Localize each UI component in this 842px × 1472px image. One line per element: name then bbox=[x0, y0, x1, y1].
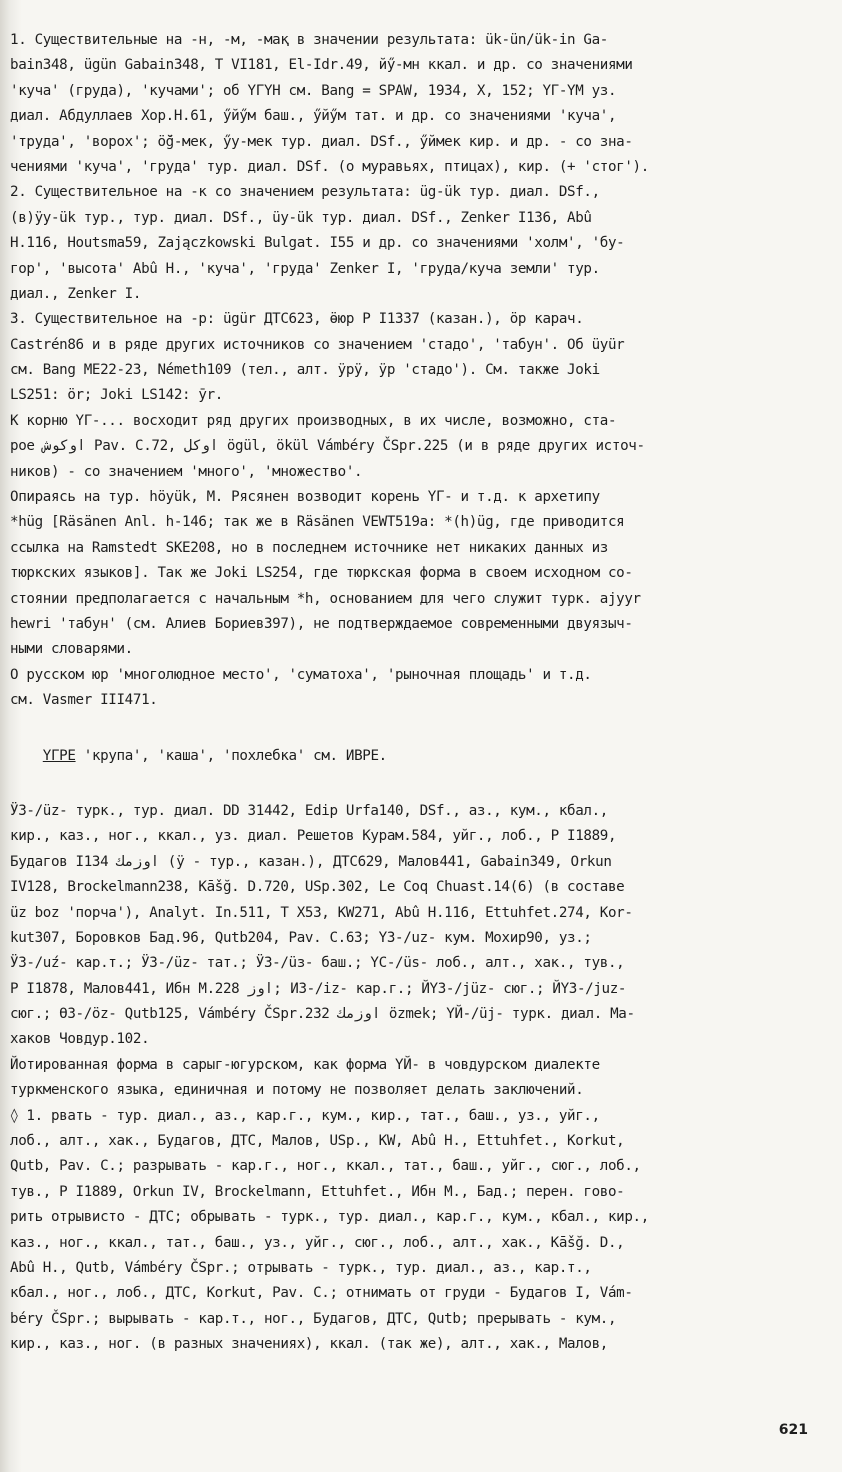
text-line: К корню ҮГ-... восходит ряд других производных, в их числе, возможно, ста- bbox=[10, 412, 617, 429]
text-line: 1. Существительные на -н, -м, -мақ в значении результата: ük-ün/ük-in Ga- bbox=[10, 32, 608, 48]
entry-uz bbox=[10, 799, 828, 1358]
text-line: (в)ӱу-ük тур., тур. диал. DSf., üy-ük тур. диал. DSf., Zenker I136, Abû bbox=[10, 209, 592, 226]
text-line: Будагов I134 اوزمك (ӱ - тур., казан.), ДТС629, Малов441, Gabain349, Orkun bbox=[10, 853, 612, 870]
text-line: кир., каз., ног. (в разных значениях), ккал. (так же), алт., хак., Малов, bbox=[10, 1336, 608, 1353]
section-1 bbox=[10, 28, 828, 180]
text-line: О русском юр 'многолюдное место', 'суматоха', 'рыночная площадь' и т.д. bbox=[10, 666, 592, 683]
text-line: Р I1878, Малов441, Ибн М.228 اوز; ИЗ-/iz- кар.г.; ЙҮЗ-/jüz- сюг.; ЙҮЗ-/juz- bbox=[10, 980, 627, 997]
text-line: 'куча' (груда), 'кучами'; об ҮГҮН см. Bang = SPAW, 1934, X, 152; ҮГ-ҮМ уз. bbox=[10, 82, 617, 99]
text-line: Abû H., Qutb, Vámbéry ČSpr.; отрывать - турк., тур. диал., аз., кар.т., bbox=[10, 1259, 592, 1276]
text-line: диал., Zenker I. bbox=[10, 285, 142, 302]
text-line: рить отрывисто - ДТС; обрывать - турк., тур. диал., кар.г., кум., кбал., кир., bbox=[10, 1209, 649, 1226]
text-line: тув., Р I1889, Orkun IV, Brockelmann, Ettuhfet., Ибн М., Бад.; перен. гово- bbox=[10, 1183, 625, 1200]
text-line: Castrén86 и в ряде других источников со значением 'стадо', 'табун'. Об üyür bbox=[10, 336, 625, 353]
text-line: стоянии предполагается с начальным *h, основанием для чего служит турк. ajyyr bbox=[10, 590, 641, 607]
text-line: H.116, Houtsma59, Zajączkowski Bulgat. I55 и др. со значениями 'холм', 'бу- bbox=[10, 235, 625, 252]
text-line: 3. Существительное на -р: ügür ДТС623, ӫюр Р I1337 (казан.), ӧр карач. bbox=[10, 311, 584, 328]
text-line: ӰЗ-/üz- турк., тур. диал. DD 31442, Edip Urfa140, DSf., аз., кум., кбал., bbox=[10, 802, 608, 819]
text-line: ӰЗ-/uź- кар.т.; ӰЗ-/üz- тат.; ӰЗ-/üз- баш.; ҮС-/üs- лоб., алт., хак., тув., bbox=[10, 955, 625, 972]
text-line: тюркских языков]. Так же Joki LS254, где тюркская форма в своем исходном со- bbox=[10, 565, 633, 582]
text-line: рое اوكوش Pav. C.72, اوكل ögül, ökül Vámbéry ČSpr.225 (и в ряде других источ- bbox=[10, 438, 645, 455]
text-line: LS251: ӧr; Joki LS142: ӯr. bbox=[10, 387, 223, 404]
text-line: Йотированная форма в сарыг-югурском, как форма ҮЙ- в човдурском диалекте bbox=[10, 1056, 600, 1073]
text-line: ными словарями. bbox=[10, 641, 133, 658]
text-line: bain348, ügün Gabain348, T VI181, El-Idr.49, йӳ-мн ккал. и др. со значениями bbox=[10, 57, 633, 74]
text-line: диал. Абдуллаев Хор.Н.61, ӳйӳм баш., ӳйӳм тат. и др. со значениями 'куча', bbox=[10, 108, 617, 125]
entry-ugre bbox=[10, 744, 828, 769]
section-2 bbox=[10, 180, 828, 307]
text-line: ◊ 1. рвать - тур. диал., аз., кар.г., кум., кир., тат., баш., уз., уйг., bbox=[10, 1107, 600, 1124]
text-line: 2. Существительное на -к со значением результата: üg-ük тур. диал. DSf., bbox=[10, 184, 600, 201]
text-line: üz boz 'порча'), Analyt. In.511, T X53, KW271, Abû H.116, Ettuhfet.274, Kor- bbox=[10, 904, 633, 921]
text-line: IV128, Brockelmann238, Kāšğ. D.720, USp.302, Le Coq Chuast.14(6) (в составе bbox=[10, 879, 625, 896]
text-line: ников) - со значением 'много', 'множество'. bbox=[10, 463, 363, 480]
text-line: гор', 'высота' Abû H., 'куча', 'груда' Zenker I, 'груда/куча земли' тур. bbox=[10, 260, 600, 277]
text-line: béry ČSpr.; вырывать - кар.т., ног., Будагов, ДТС, Qutb; прерывать - кум., bbox=[10, 1310, 617, 1327]
page-number: 621 bbox=[778, 1422, 808, 1438]
section-3 bbox=[10, 307, 828, 713]
text-line: сюг.; ӨЗ-/öz- Qutb125, Vámbéry ČSpr.232 اوزمك özmek; ҮЙ-/üj- турк. диал. Ма- bbox=[10, 1006, 635, 1023]
text-line: чениями 'куча', 'груда' тур. диал. DSf. (о муравьях, птицах), кир. (+ 'стог'). bbox=[10, 158, 649, 175]
text-line: hewri 'табун' (см. Алиев Бориев397), не подтверждаемое современными двуязыч- bbox=[10, 615, 633, 632]
text-line: см. Vasmer III471. bbox=[10, 692, 158, 709]
text-line: ссылка на Ramstedt SKE208, но в последнем источнике нет никаких данных из bbox=[10, 539, 608, 556]
text-line: kut307, Боровков Бад.96, Qutb204, Pav. C.63; ҮЗ-/uz- кум. Мохир90, уз.; bbox=[10, 929, 592, 946]
text-line: кир., каз., ног., ккал., уз. диал. Решетов Курам.584, уйг., лоб., Р I1889, bbox=[10, 828, 617, 845]
entry-definition: 'крупа', 'каша', 'похлебка' см. ИВРЕ. bbox=[83, 747, 387, 764]
entry-headword: ҮГРЕ bbox=[42, 747, 76, 764]
text-line: хаков Човдур.102. bbox=[10, 1031, 150, 1048]
text-line: Qutb, Pav. C.; разрывать - кар.г., ног., ккал., тат., баш., уйг., сюг., лоб., bbox=[10, 1158, 641, 1175]
page-text bbox=[10, 28, 828, 1358]
text-line: кбал., ног., лоб., ДТС, Korkut, Pav. C.; отнимать от груди - Будагов I, Vám- bbox=[10, 1285, 633, 1302]
text-line: туркменского языка, единичная и потому не позволяет делать заключений. bbox=[10, 1082, 584, 1099]
text-line: *hüg [Räsänen Anl. h-146; так же в Räsänen VEWT519а: *(h)üg, где приводится bbox=[10, 514, 625, 531]
text-line: 'труда', 'ворох'; ӧ̆ğ-мек, ӳу-мек тур. диал. DSf., ӳймек кир. и др. - со зна- bbox=[10, 133, 633, 150]
text-line: лоб., алт., хак., Будагов, ДТС, Малов, USp., KW, Abû H., Ettuhfet., Korkut, bbox=[10, 1133, 625, 1150]
text-line: см. Bang ME22-23, Németh109 (тел., алт. ӱрӱ, ӱр 'стадо'). См. также Joki bbox=[10, 362, 600, 379]
text-line: каз., ног., ккал., тат., баш., уз., уйг., сюг., лоб., алт., хак., Kāšğ. D., bbox=[10, 1234, 625, 1251]
text-line: Опираясь на тур. höyük, М. Рясянен возводит корень ҮГ- и т.д. к архетипу bbox=[10, 489, 600, 506]
